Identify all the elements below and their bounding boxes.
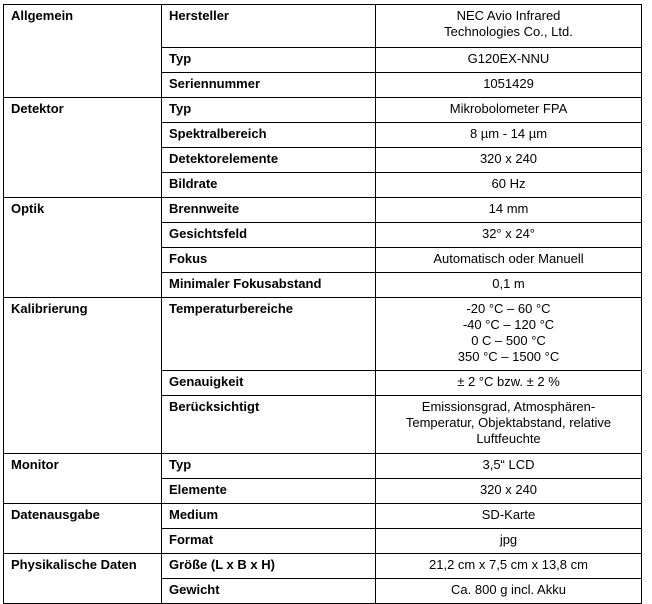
- property-value: -20 °C – 60 °C -40 °C – 120 °C 0 C – 500 °C 350 °C – 1500 °C: [376, 298, 642, 371]
- property-label: Hersteller: [162, 5, 376, 48]
- property-value: Ca. 800 g incl. Akku: [376, 579, 642, 604]
- property-label: Medium: [162, 504, 376, 529]
- property-label: Typ: [162, 48, 376, 73]
- spec-table: [3, 4, 642, 604]
- category-allgemein: Allgemein: [4, 5, 162, 98]
- property-label: Berücksichtigt: [162, 396, 376, 454]
- table-row: [4, 504, 642, 529]
- property-value: 21,2 cm x 7,5 cm x 13,8 cm: [376, 554, 642, 579]
- category-detektor: Detektor: [4, 98, 162, 198]
- property-label: Elemente: [162, 479, 376, 504]
- category-monitor: Monitor: [4, 454, 162, 504]
- property-label: Typ: [162, 98, 376, 123]
- property-value: G120EX-NNU: [376, 48, 642, 73]
- property-label: Brennweite: [162, 198, 376, 223]
- property-label: Seriennummer: [162, 73, 376, 98]
- property-label: Format: [162, 529, 376, 554]
- table-row: [4, 298, 642, 371]
- property-label: Detektorelemente: [162, 148, 376, 173]
- property-value: jpg: [376, 529, 642, 554]
- table-row: [4, 198, 642, 223]
- property-label: Typ: [162, 454, 376, 479]
- table-row: [4, 554, 642, 579]
- table-row: [4, 454, 642, 479]
- property-value: 60 Hz: [376, 173, 642, 198]
- property-value: Automatisch oder Manuell: [376, 248, 642, 273]
- category-kalibrierung: Kalibrierung: [4, 298, 162, 454]
- property-value: NEC Avio Infrared Technologies Co., Ltd.: [376, 5, 642, 48]
- property-label: Fokus: [162, 248, 376, 273]
- property-value: Mikrobolometer FPA: [376, 98, 642, 123]
- property-label: Größe (L x B x H): [162, 554, 376, 579]
- property-label: Bildrate: [162, 173, 376, 198]
- category-datenausgabe: Datenausgabe: [4, 504, 162, 554]
- property-label: Gesichtsfeld: [162, 223, 376, 248]
- property-value: 1051429: [376, 73, 642, 98]
- category-optik: Optik: [4, 198, 162, 298]
- property-value: 0,1 m: [376, 273, 642, 298]
- table-row: [4, 5, 642, 48]
- property-label: Genauigkeit: [162, 371, 376, 396]
- property-value: 32° x 24°: [376, 223, 642, 248]
- property-label: Gewicht: [162, 579, 376, 604]
- table-row: [4, 98, 642, 123]
- property-value: SD-Karte: [376, 504, 642, 529]
- category-physikalische-daten: Physikalische Daten: [4, 554, 162, 604]
- property-label: Minimaler Fokusabstand: [162, 273, 376, 298]
- property-value: 14 mm: [376, 198, 642, 223]
- property-value: Emissionsgrad, Atmosphären- Temperatur, Objektabstand, relative Luftfeuchte: [376, 396, 642, 454]
- property-label: Temperaturbereiche: [162, 298, 376, 371]
- property-label: Spektralbereich: [162, 123, 376, 148]
- property-value: ± 2 °C bzw. ± 2 %: [376, 371, 642, 396]
- property-value: 320 x 240: [376, 148, 642, 173]
- property-value: 8 µm - 14 µm: [376, 123, 642, 148]
- property-value: 3,5“ LCD: [376, 454, 642, 479]
- property-value: 320 x 240: [376, 479, 642, 504]
